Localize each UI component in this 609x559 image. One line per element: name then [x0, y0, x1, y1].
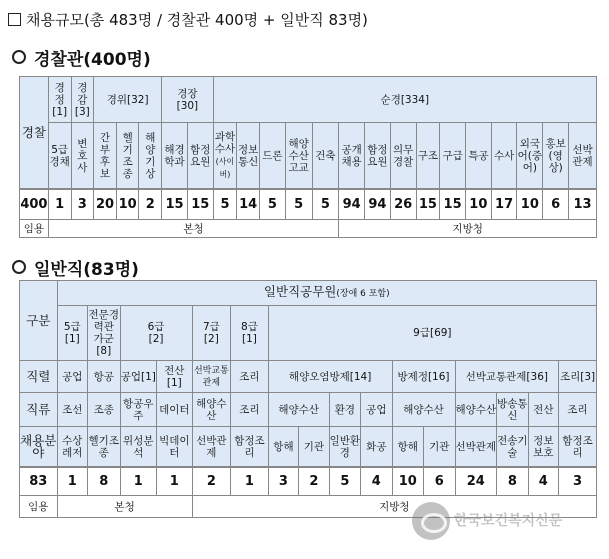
count-cell: 5 — [213, 190, 237, 220]
count-cell: 6 — [424, 468, 455, 496]
circle-bullet-icon — [12, 260, 26, 274]
office-main: 본청 — [57, 496, 192, 518]
field-cell: 해양기상 — [139, 123, 162, 189]
police-rank-row — [20, 77, 597, 123]
series-cell: 방제정[16] — [392, 361, 455, 393]
class-label: 직류 — [20, 393, 58, 427]
count-cell: 94 — [339, 190, 365, 220]
rank-gyeongjeong: 경정 [1] — [48, 77, 71, 123]
series-cell: 공업 — [57, 361, 87, 393]
field-cell: 간부후보 — [94, 123, 117, 189]
field-cell: 드론 — [259, 123, 285, 189]
count-cell: 2 — [139, 190, 162, 220]
grade-9: 9급[69] — [268, 306, 596, 361]
series-cell: 전산[1] — [157, 361, 193, 393]
watermark: 한국보건복지신문 — [412, 502, 602, 550]
general-title-row — [20, 281, 597, 306]
series-cell: 선박교통관제 — [192, 361, 231, 393]
grade-6: 6급 [2] — [120, 306, 192, 361]
office-local: 지방청 — [192, 496, 596, 518]
rank-gyeongwi: 경위[32] — [94, 77, 162, 123]
class-cell: 데이터 — [157, 393, 193, 427]
field-cell: 전송기술 — [497, 427, 528, 467]
field-cell: 함정요원 — [365, 123, 391, 189]
class-cell: 조종 — [88, 393, 120, 427]
count-cell: 8 — [497, 468, 528, 496]
count-cell: 5 — [312, 190, 339, 220]
count-cell: 1 — [57, 468, 87, 496]
general-series-row — [20, 361, 597, 393]
count-cell: 5 — [329, 468, 360, 496]
general-gubun: 구분 — [20, 281, 58, 361]
rank-gyeonggam: 경감 [3] — [71, 77, 94, 123]
police-field-row — [20, 123, 597, 189]
class-cell: 해양수산 — [268, 393, 329, 427]
series-cell: 공업[1] — [120, 361, 157, 393]
count-cell: 83 — [20, 468, 58, 496]
count-cell: 24 — [455, 468, 497, 496]
class-cell: 전산 — [528, 393, 558, 427]
class-cell: 조선 — [57, 393, 87, 427]
field-cell: 건축 — [312, 123, 339, 189]
count-cell: 94 — [365, 190, 391, 220]
count-cell: 5 — [259, 190, 285, 220]
field-cell: 구조 — [416, 123, 440, 189]
count-cell: 17 — [491, 190, 517, 220]
field-cell: 정보통신 — [237, 123, 260, 189]
class-cell: 해양수산 — [392, 393, 455, 427]
count-cell: 10 — [392, 468, 423, 496]
class-cell: 해양수산 — [192, 393, 231, 427]
general-class-row — [20, 393, 597, 427]
field-cell: 함정요원 — [187, 123, 213, 189]
count-cell: 15 — [416, 190, 440, 220]
field-cell: 항해 — [268, 427, 298, 467]
count-cell: 8 — [88, 468, 120, 496]
section-heading-general: 일반직(83명) — [12, 255, 139, 280]
grade-8: 8급 [1] — [231, 306, 269, 361]
count-cell: 4 — [361, 468, 392, 496]
count-cell: 20 — [94, 190, 117, 220]
field-cell: 특공 — [465, 123, 491, 189]
police-office-row — [20, 220, 597, 238]
count-cell: 4 — [528, 468, 558, 496]
count-cell: 10 — [517, 190, 543, 220]
rank-sungyeong: 순경[334] — [213, 77, 596, 123]
count-cell: 10 — [465, 190, 491, 220]
series-cell: 조리[3] — [559, 361, 597, 393]
office-label: 임용 — [20, 496, 58, 518]
police-count-row — [20, 190, 597, 220]
field-cell: 해양수산고교 — [285, 123, 312, 189]
general-count-row — [20, 468, 597, 496]
section-heading-police: 경찰관(400명) — [12, 45, 151, 70]
field-cell: 선박관제 — [455, 427, 497, 467]
field-cell: 정보보호 — [528, 427, 558, 467]
field-cell: 항해 — [392, 427, 423, 467]
field-cell: 공개채용 — [339, 123, 365, 189]
count-cell: 1 — [120, 468, 157, 496]
count-cell: 14 — [237, 190, 260, 220]
count-cell: 3 — [268, 468, 298, 496]
field-cell: 과학수사 (사이버) — [213, 123, 237, 189]
field-cell: 헬기조종 — [88, 427, 120, 467]
field-cell: 기관 — [424, 427, 455, 467]
recruitment-title: 채용규모(총 483명 / 경찰관 400명 + 일반직 83명) — [8, 9, 368, 30]
circle-bullet-icon — [12, 50, 26, 64]
class-cell: 환경 — [329, 393, 360, 427]
count-cell: 3 — [71, 190, 94, 220]
count-cell: 15 — [162, 190, 188, 220]
series-cell: 선박교통관제[36] — [455, 361, 559, 393]
field-cell: 수상레저 — [57, 427, 87, 467]
grade-5: 5급 [1] — [57, 306, 87, 361]
newspaper-logo-icon — [412, 502, 450, 540]
office-local: 지방청 — [339, 220, 597, 238]
count-cell: 2 — [192, 468, 231, 496]
police-header-col0: 경찰 — [20, 77, 49, 189]
field-cell: 일반환경 — [329, 427, 360, 467]
field-cell: 선박관제 — [568, 123, 596, 189]
class-cell: 조리 — [559, 393, 597, 427]
class-cell: 방송통신 — [497, 393, 528, 427]
count-cell: 1 — [157, 468, 193, 496]
count-cell: 6 — [543, 190, 569, 220]
field-cell: 홍보(영상) — [543, 123, 569, 189]
general-top-title: 일반직공무원(장애 6 포함) — [57, 281, 596, 306]
field-cell: 의무경찰 — [390, 123, 416, 189]
field-cell: 변호사 — [71, 123, 94, 189]
general-table — [19, 280, 597, 518]
grade-7: 7급 [2] — [192, 306, 231, 361]
field-cell: 해경학과 — [162, 123, 188, 189]
general-field-row — [20, 427, 597, 467]
count-cell: 1 — [231, 468, 269, 496]
class-cell: 조리 — [231, 393, 269, 427]
count-cell: 15 — [187, 190, 213, 220]
field-cell: 위성분석 — [120, 427, 157, 467]
series-cell: 해양오염방제[14] — [268, 361, 392, 393]
series-cell: 항공 — [88, 361, 120, 393]
office-main: 본청 — [48, 220, 338, 238]
field-label: 채용분야 — [20, 427, 58, 467]
field-cell: 빅데이터 — [157, 427, 193, 467]
office-label: 임용 — [20, 220, 49, 238]
rank-gyeongjang: 경장 [30] — [162, 77, 214, 123]
count-cell: 400 — [20, 190, 49, 220]
field-cell: 함정조리 — [231, 427, 269, 467]
count-cell: 2 — [299, 468, 329, 496]
count-cell: 13 — [568, 190, 596, 220]
series-label: 직렬 — [20, 361, 58, 393]
grade-special: 전문경력관 가군 [8] — [88, 306, 120, 361]
class-cell: 공업 — [361, 393, 392, 427]
count-cell: 26 — [390, 190, 416, 220]
series-cell: 조리 — [231, 361, 269, 393]
field-cell: 선박관제 — [192, 427, 231, 467]
field-cell: 구급 — [440, 123, 466, 189]
checkbox-square-icon — [8, 13, 21, 26]
field-cell: 화공 — [361, 427, 392, 467]
count-cell: 3 — [559, 468, 597, 496]
field-cell: 외국어(중어) — [517, 123, 543, 189]
count-cell: 15 — [440, 190, 466, 220]
count-cell: 5 — [285, 190, 312, 220]
field-cell: 헬기조종 — [116, 123, 139, 189]
police-table — [19, 76, 597, 238]
field-cell: 기관 — [299, 427, 329, 467]
count-cell: 1 — [48, 190, 71, 220]
class-cell: 해양수산 — [455, 393, 497, 427]
general-grade-row — [20, 306, 597, 361]
class-cell: 항공우주 — [120, 393, 157, 427]
field-cell: 5급경채 — [48, 123, 71, 189]
field-cell: 수사 — [491, 123, 517, 189]
field-cell: 함정조리 — [559, 427, 597, 467]
count-cell: 10 — [116, 190, 139, 220]
